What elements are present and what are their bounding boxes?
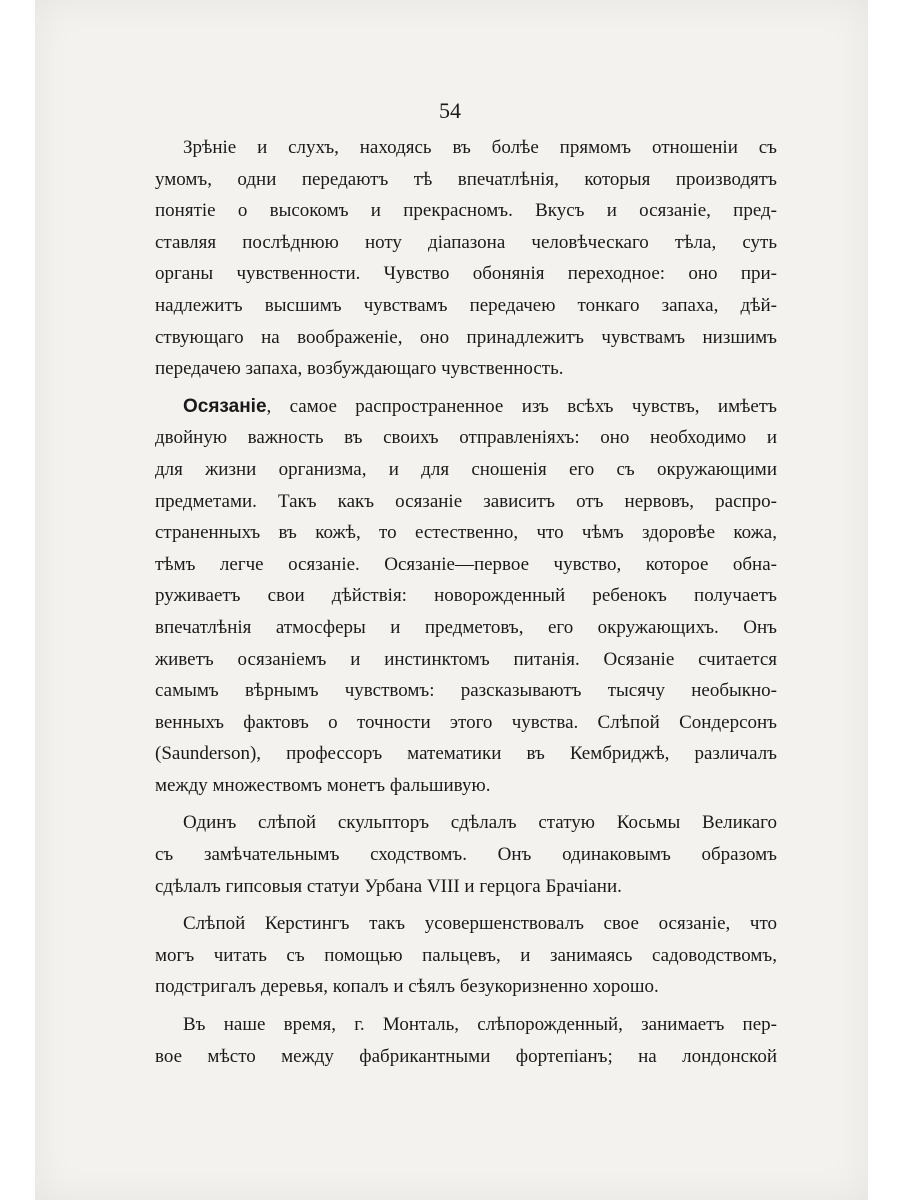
paragraph-touch [155, 391, 777, 802]
text-line: умомъ, одни передаютъ тѣ впечатлѣнія, которыя производятъ [155, 168, 777, 190]
text-line: живетъ осязаніемъ и инстинктомъ питанія. Осязаніе считается [155, 648, 777, 670]
paragraph-senses [155, 132, 777, 385]
paragraph-sculptor [155, 807, 777, 902]
text-fragment: , самое распространенное изъ всѣхъ чувствъ, имѣетъ [266, 395, 777, 417]
text-line: предметами. Такъ какъ осязаніе зависитъ отъ нервовъ, распро- [155, 490, 777, 512]
text-line: Слѣпой Керстингъ такъ усовершенствовалъ свое осязаніе, что [183, 913, 777, 935]
text-line: Зрѣніе и слухъ, находясь въ болѣе прямомъ отношеніи съ [183, 137, 777, 158]
text-line: ствующаго на воображеніе, оно принадлежитъ чувствамъ низшимъ [155, 326, 777, 348]
text-line: впечатлѣнія атмосферы и предметовъ, его окружающихъ. Онъ [155, 616, 777, 638]
paragraph-kersting [155, 908, 777, 1003]
text-line: (Saunderson), профессоръ математики въ Кембриджѣ, различалъ [155, 743, 777, 765]
text-line: страненныхъ въ кожѣ, то естественно, что чѣмъ здоровѣе кожа, [155, 522, 777, 544]
text-line: вое мѣсто между фабрикантными фортепіанъ; на лондонской [155, 1045, 777, 1067]
text-line: двойную важность въ своихъ отправленіяхъ: оно необходимо и [155, 427, 777, 449]
text-line: передачею запаха, возбуждающаго чувственность. [155, 358, 564, 380]
text-line: для жизни организма, и для сношенія его съ окружающими [155, 458, 777, 480]
text-line: тѣмъ легче осязаніе. Осязаніе—первое чувство, которое обна- [155, 553, 777, 575]
text-line: между множествомъ монетъ фальшивую. [155, 774, 491, 796]
text-line: Въ наше время, г. Монталь, слѣпорожденный, занимаетъ пер- [183, 1014, 777, 1036]
text-line: могъ читать съ помощью пальцевъ, и занимаясь садоводствомъ, [155, 944, 777, 966]
text-line: самымъ вѣрнымъ чувствомъ: разсказываютъ тысячу необыкно- [155, 680, 777, 702]
text-line [155, 391, 777, 423]
text-line: венныхъ фактовъ о точности этого чувства. Слѣпой Сондерсонъ [155, 711, 777, 733]
paragraph-lead-word: Осязаніе [183, 395, 267, 417]
paragraph-montal [155, 1009, 777, 1072]
page-number: 54 [439, 98, 461, 123]
text-line: понятіе о высокомъ и прекрасномъ. Вкусъ и осязаніе, пред- [155, 200, 777, 222]
text-line: сдѣлалъ гипсовыя статуи Урбана VIII и герцога Брачіани. [155, 875, 622, 897]
page-text [155, 132, 777, 1072]
text-line: ставляя послѣднюю ноту діапазона человѣческаго тѣла, суть [155, 231, 777, 253]
text-line: подстригалъ деревья, копалъ и сѣялъ безукоризненно хорошо. [155, 976, 659, 998]
text-line: Одинъ слѣпой скульпторъ сдѣлалъ статую Косьмы Великаго [183, 812, 777, 834]
text-line: руживаетъ свои дѣйствія: новорожденный ребенокъ получаетъ [155, 585, 777, 607]
text-line: надлежитъ высшимъ чувствамъ передачею тонкаго запаха, дѣй- [155, 294, 777, 316]
text-line: съ замѣчательнымъ сходствомъ. Онъ одинаковымъ образомъ [155, 844, 777, 866]
text-line: органы чувственности. Чувство обонянія переходное: оно при- [155, 263, 777, 285]
